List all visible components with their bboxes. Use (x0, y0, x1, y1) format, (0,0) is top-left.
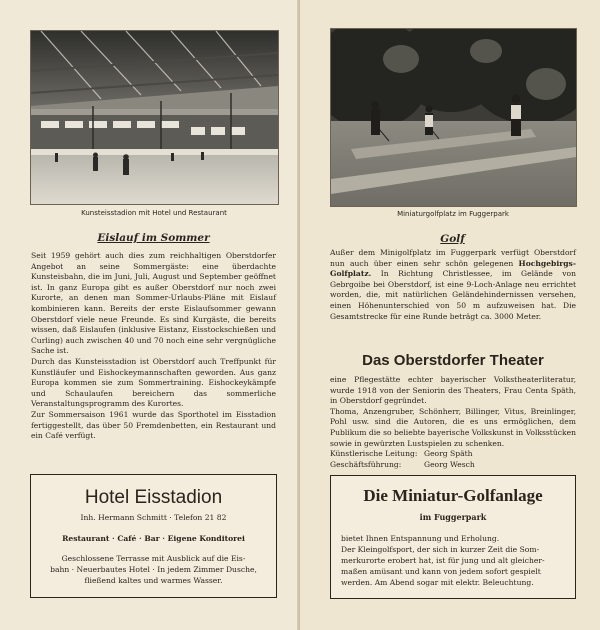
minigolf-ad-line: maßen amüsant und kann von jedem sofort gespielt (341, 567, 541, 576)
hotel-ad-services: Restaurant · Café · Bar · Eigene Konditorei (62, 534, 245, 543)
theater-paragraph: Thoma, Anzengruber, Schönherr, Billinger, Vitus, Breinlinger, Pohl usw. sind die Autoren, die es uns ermöglichen, dem Publikum die so beliebte bayerische Volkskunst in Volksstücken sowie in gewürzten Lustspielen zu schenken. (330, 406, 576, 448)
credit-value: Georg Wesch (424, 459, 475, 469)
hotel-ad-line: bahn · Neuerbautes Hotel · In jedem Zimmer Dusche, (50, 565, 257, 574)
right-page (300, 0, 600, 630)
credit-value: Georg Späth (424, 449, 473, 458)
ice-skating-text (31, 251, 276, 442)
minigolf-ad-line: bietet Ihnen Entspannung und Erholung. (341, 534, 500, 543)
hotel-ad-title: Hotel Eisstadion (84, 487, 223, 508)
minigolf-illustration (331, 29, 576, 206)
hotel-ad-line: fließend kaltes und warmes Wasser. (84, 576, 223, 585)
credit-label: Künstlerische Leitung: (330, 449, 418, 458)
theater-credits (330, 449, 576, 470)
ice-skating-paragraph: Seit 1959 gehört auch dies zum reichhaltigen Oberstdorfer Angebot an seine Sommergäste: eine überdachte Kunsteisbahn, die im Juni, Juli, August und September geöffnet ist. In ganz Europa gibt es außer Oberstdorf nur noch zwei Kurorte, an denen man Sommer-Urlaubs-Pläne mit Eislauf kombinieren kann. Bereits der erste Eislaufsommer gewann Oberstdorf viele neue Freunde. Es sind Kurgäste, die bereits wissen, daß Eislaufen (inklusive Eistanz, Eisstockschießen und Curling) auch zwischen 40 und 70 noch eine sehr vergnügliche Sache ist. (31, 251, 276, 356)
theater-title: Das Oberstdorfer Theater (362, 352, 544, 369)
theater-text (330, 375, 576, 449)
hotel-ad-owner: Inh. Hermann Schmitt · Telefon 21 82 (80, 513, 227, 522)
ice-skating-paragraph: Durch das Kunsteisstadion ist Oberstdorf auch Treffpunkt für Kunstläufer und Eishockeymannschaften geworden. Aus ganz Europa kommen sie zum Sommertraining. Eishockeykämpfe und Schaulaufen bereichern das sommerliche Veranstaltungsprogramm des Kurortes. (31, 356, 276, 409)
ice-stadium-photo (30, 30, 279, 205)
hotel-ad-line: Geschlossene Terrasse mit Ausblick auf die Eis- (61, 554, 246, 563)
theater-paragraph: eine Pflegestätte echter bayerischer Volkstheaterliteratur, wurde 1918 von der Seniorin des Theaters, Frau Centa Späth, in Oberstdorf gegründet. (330, 375, 576, 406)
minigolf-ad-line: merkurorte erobert hat, ist für jung und alt gleicher- (341, 556, 545, 565)
credit-row (330, 449, 576, 460)
minigolf-ad (330, 475, 576, 599)
credit-row (330, 460, 576, 471)
golf-text-intro: Außer dem Minigolfplatz im Fuggerpark verfügt Oberstdorf nun auch über einen sehr schön gelegenen (330, 248, 576, 268)
ice-stadium-caption: Kunsteisstadion mit Hotel und Restaurant (81, 209, 227, 217)
golf-course-name: Hochgebirgs-Golfplatz. (330, 258, 576, 279)
hotel-eisstadion-ad (30, 474, 277, 598)
minigolf-photo (330, 28, 577, 207)
minigolf-caption: Miniaturgolfplatz im Fuggerpark (397, 210, 509, 218)
golf-text-rest: In Richtung Christlessee, im Gelände von Gebrgoibe bei Oberstdorf, ist eine 9-Loch-Anlage neu errichtet worden, die, mit natürlichen Geländehindernissen versehen, einen Höhenunterschied von 50 m aufzuweisen hat. Die Gesamtstrecke für eine Runde beträgt ca. 3000 Meter. (330, 269, 576, 321)
minigolf-ad-line: Der Kleingolfsport, der sich in kurzer Zeit die Som- (341, 545, 540, 554)
golf-text (330, 248, 576, 322)
credit-label: Geschäftsführung: (330, 459, 402, 469)
section-heading-golf: Golf (440, 233, 465, 245)
minigolf-ad-line: werden. Am Abend sogar mit elektr. Beleuchtung. (341, 578, 534, 587)
minigolf-ad-title: Die Miniatur-Golfanlage (363, 486, 543, 505)
ice-stadium-illustration (31, 31, 278, 204)
minigolf-ad-subtitle: im Fuggerpark (419, 512, 487, 522)
ice-skating-paragraph: Zur Sommersaison 1961 wurde das Sporthotel im Eisstadion fertiggestellt, das über 50 Fremdenbetten, ein Restaurant und ein Café verfügt. (31, 409, 276, 441)
section-heading-ice-skating: Eislauf im Sommer (97, 232, 210, 244)
